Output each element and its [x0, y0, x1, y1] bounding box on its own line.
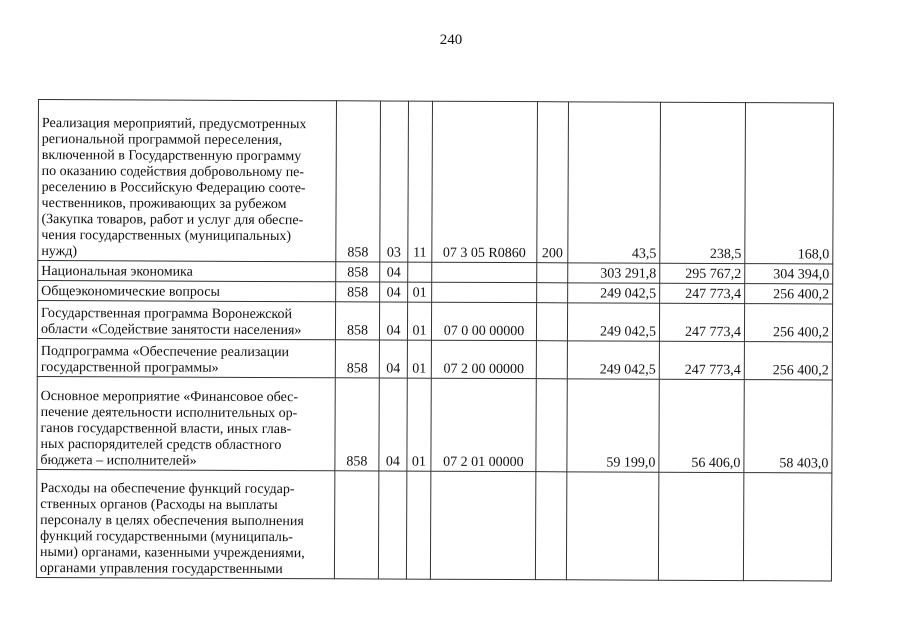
cell-gr: 858	[336, 101, 381, 262]
name-line: области «Содействие занятости населения»	[40, 322, 302, 339]
cell-amount-year1: 43,5	[568, 102, 661, 263]
name-line: органами управления государственными	[39, 561, 283, 578]
cell-pr: 11	[408, 101, 433, 262]
cell-vr	[536, 303, 567, 341]
cell-amount-year3: 304 394,0	[745, 264, 833, 284]
table-body	[36, 100, 833, 581]
cell-vr: 200	[537, 102, 569, 263]
cell-vr	[537, 263, 568, 283]
name-line: Основное мероприятие «Финансовое обес-	[40, 389, 299, 406]
table-row	[36, 469, 831, 580]
name-line: включенной в Государственную программу	[41, 148, 302, 165]
table-row	[37, 338, 832, 379]
name-line: Реализация мероприятий, предусмотренных	[41, 116, 307, 133]
cell-amount-year1: 249 042,5	[568, 283, 660, 303]
cell-csr: 07 3 05 R0860	[432, 101, 538, 262]
name-line: государственной программы»	[40, 360, 219, 376]
cell-name	[37, 338, 335, 377]
cell-gr: 858	[335, 302, 379, 340]
cell-amount-year3: 256 400,2	[744, 342, 832, 380]
cell-vr	[535, 472, 566, 580]
cell-name	[38, 281, 336, 302]
table-row	[37, 376, 832, 472]
name-line: Общеэкономические вопросы	[41, 284, 220, 300]
name-line: Государственная программа Воронежской	[41, 306, 293, 323]
name-line: бюджета – исполнителей»	[40, 453, 197, 469]
cell-amount-year2: 247 773,4	[659, 303, 744, 341]
cell-gr	[334, 471, 378, 579]
cell-vr	[536, 379, 567, 472]
name-line: чественников, проживающих за рубежом	[41, 196, 287, 213]
cell-pr: 01	[408, 282, 432, 302]
name-line: ных распорядителей средств областного	[40, 437, 282, 454]
cell-amount-year1: 59 199,0	[567, 379, 659, 472]
cell-amount-year1: 303 291,8	[568, 263, 660, 283]
cell-rz: 04	[380, 282, 408, 302]
name-line: Подпрограмма «Обеспечение реализации	[40, 344, 290, 361]
cell-name	[38, 261, 336, 282]
cell-csr: 07 2 01 00000	[431, 378, 536, 471]
page-number: 240	[439, 32, 463, 48]
cell-name	[37, 301, 335, 340]
name-line: по оказанию содействия добровольному пе-	[41, 164, 305, 181]
table-row	[38, 281, 833, 304]
name-line: реселению в Российскую Федерацию сооте-	[41, 180, 306, 197]
table-row	[37, 301, 832, 342]
cell-amount-year1: 249 042,5	[567, 303, 659, 341]
name-line: нужд)	[41, 244, 78, 260]
cell-gr: 858	[335, 340, 379, 378]
cell-rz: 04	[380, 262, 408, 282]
cell-gr: 858	[335, 378, 379, 471]
cell-pr: 01	[407, 302, 431, 340]
name-line: ственных органов (Расходы на выплаты	[40, 497, 278, 514]
name-line: печение деятельности исполнительных ор-	[40, 405, 298, 422]
cell-name	[36, 469, 334, 578]
cell-pr	[406, 471, 430, 579]
cell-amount-year3: 256 400,2	[744, 304, 832, 342]
cell-amount-year3: 256 400,2	[745, 284, 833, 304]
cell-csr: 07 0 00 00000	[431, 302, 536, 340]
cell-amount-year3	[743, 473, 831, 581]
cell-amount-year1: 249 042,5	[567, 341, 659, 379]
name-line: персоналу в целях обеспечения выполнения	[40, 513, 304, 530]
cell-amount-year2: 247 773,4	[660, 283, 745, 303]
name-line: региональной программой переселения,	[41, 132, 283, 149]
name-line: Расходы на обеспечение функций государ-	[40, 481, 295, 498]
cell-csr: 07 2 00 00000	[431, 340, 536, 378]
cell-name	[38, 100, 337, 262]
cell-rz: 04	[379, 378, 407, 471]
cell-amount-year3: 58 403,0	[744, 380, 832, 473]
name-line: ганов государственной власти, иных глав-	[40, 421, 292, 438]
name-line: ными) органами, казенными учреждениями,	[39, 545, 305, 562]
cell-csr	[432, 262, 537, 282]
cell-rz: 03	[380, 101, 409, 262]
cell-gr: 858	[336, 262, 380, 282]
table-row	[38, 261, 833, 284]
cell-pr	[408, 262, 432, 282]
cell-csr	[430, 471, 535, 579]
cell-gr: 858	[336, 282, 380, 302]
cell-amount-year3: 168,0	[745, 103, 834, 264]
name-line: чения государственных (муниципальных)	[41, 228, 292, 245]
cell-pr: 01	[407, 378, 431, 471]
name-line: (Закупка товаров, работ и услуг для обеспе-	[41, 212, 304, 229]
cell-rz	[378, 471, 406, 579]
name-line: Национальная экономика	[41, 264, 193, 280]
cell-csr	[432, 282, 537, 302]
cell-amount-year1	[566, 472, 658, 580]
table-row	[38, 100, 834, 264]
cell-amount-year2: 56 406,0	[659, 379, 744, 472]
budget-table	[36, 99, 834, 581]
cell-vr	[536, 341, 567, 379]
cell-amount-year2: 295 767,2	[660, 263, 745, 283]
cell-amount-year2: 247 773,4	[659, 341, 744, 379]
cell-pr: 01	[407, 340, 431, 378]
cell-rz: 04	[379, 340, 407, 378]
name-line: функций государственными (муниципаль-	[40, 529, 294, 546]
cell-vr	[537, 283, 568, 303]
cell-rz: 04	[379, 302, 407, 340]
cell-amount-year2	[658, 472, 743, 580]
cell-amount-year2: 238,5	[660, 102, 746, 263]
cell-name	[37, 376, 335, 470]
